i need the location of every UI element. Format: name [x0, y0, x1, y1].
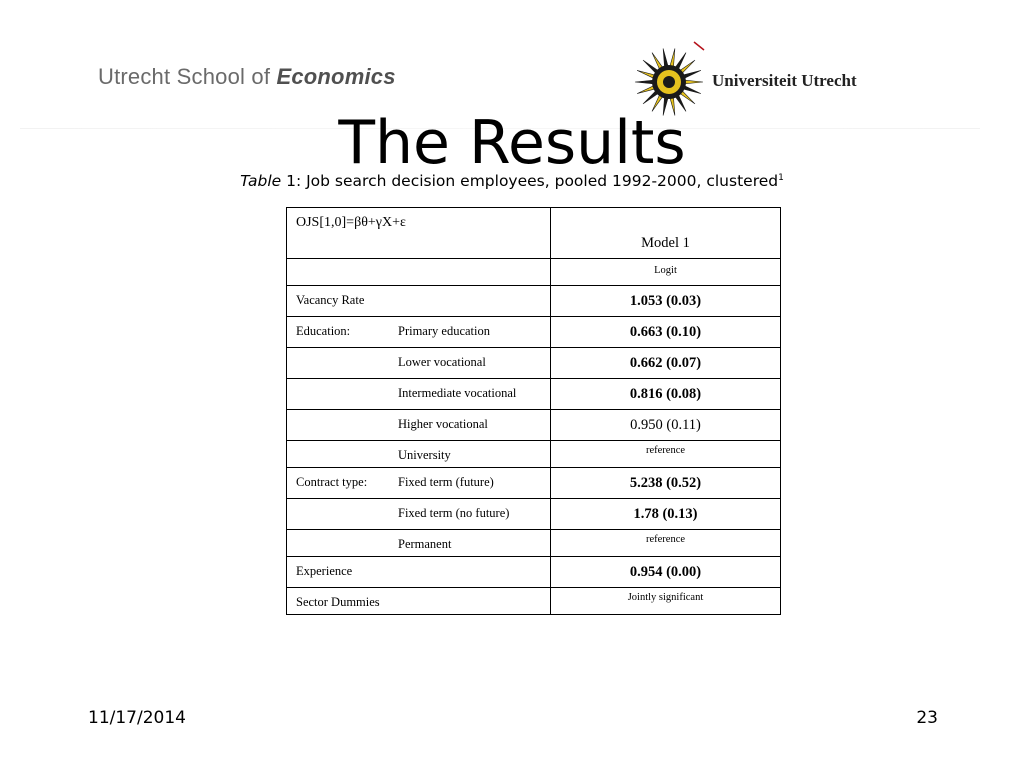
row-item-label: Intermediate vocational	[398, 386, 517, 400]
caption-footnote-marker: 1	[778, 172, 784, 183]
model-name-cell	[551, 208, 781, 259]
row-value-cell	[551, 317, 781, 348]
row-group-label: Education:	[296, 324, 351, 338]
row-value-cell	[551, 530, 781, 557]
row-label-cell	[287, 410, 551, 441]
row-value-cell	[551, 441, 781, 468]
row-item-label: Lower vocational	[398, 355, 486, 369]
row-item-label: Primary education	[398, 324, 490, 338]
row-value: 0.663 (0.10)	[629, 323, 702, 340]
row-item-label: Fixed term (no future)	[398, 506, 510, 520]
table-row	[287, 348, 781, 379]
results-table	[286, 207, 781, 615]
table-row	[287, 499, 781, 530]
row-label-cell	[287, 379, 551, 410]
row-group-label: Vacancy Rate	[296, 293, 365, 307]
estimator-row	[287, 259, 781, 286]
utrecht-school-of-economics-logo	[98, 64, 396, 90]
row-group-label	[287, 421, 398, 428]
row-value-cell	[551, 557, 781, 588]
row-value: reference	[645, 445, 686, 456]
model-formula: OJS[1,0]=βθ+γX+ε	[296, 215, 406, 230]
table-row	[287, 379, 781, 410]
row-group-label	[287, 452, 398, 459]
row-group-label	[287, 359, 398, 366]
row-group-label: Contract type:	[296, 475, 368, 489]
row-label-cell	[287, 348, 551, 379]
estimator-cell	[551, 259, 781, 286]
row-group-label	[287, 510, 398, 517]
estimator-value: Logit	[654, 265, 677, 276]
row-value-cell	[551, 286, 781, 317]
universiteit-utrecht-wordmark: Universiteit Utrecht	[712, 71, 857, 90]
row-group-label: Sector Dummies	[296, 595, 380, 609]
caption-italic: Table	[240, 172, 282, 190]
row-label-cell	[287, 441, 551, 468]
table-row	[287, 410, 781, 441]
table-row	[287, 468, 781, 499]
row-label-cell	[287, 468, 551, 499]
row-group-label: Experience	[296, 564, 353, 578]
table-row	[287, 317, 781, 348]
model-name: Model 1	[641, 235, 690, 251]
logo-text-bold: Economics	[276, 64, 396, 89]
row-label-cell	[287, 557, 551, 588]
table-row	[287, 588, 781, 615]
row-value-cell	[551, 499, 781, 530]
row-item-label: Fixed term (future)	[398, 475, 494, 489]
row-item-label: Permanent	[398, 537, 452, 551]
row-value-cell	[551, 468, 781, 499]
row-label-cell	[287, 588, 551, 615]
row-value: Jointly significant	[627, 592, 704, 603]
row-value: reference	[645, 534, 686, 545]
footer-date: 11/17/2014	[88, 708, 186, 728]
table-row	[287, 441, 781, 468]
row-value: 5.238 (0.52)	[629, 474, 702, 491]
row-value: 1.78 (0.13)	[633, 505, 698, 522]
row-value: 1.053 (0.03)	[629, 292, 702, 309]
row-value-cell	[551, 379, 781, 410]
row-value: 0.816 (0.08)	[629, 385, 702, 402]
slide-title: The Results	[338, 108, 686, 178]
table-caption	[0, 172, 1024, 190]
row-value: 0.662 (0.07)	[629, 354, 702, 371]
estimator-label-cell	[287, 259, 551, 286]
model-formula-cell	[287, 208, 551, 259]
row-value-cell	[551, 410, 781, 441]
row-group-label	[287, 541, 398, 548]
table-header-row	[287, 208, 781, 259]
row-value: 0.950 (0.11)	[630, 416, 701, 433]
footer-page-number: 23	[916, 708, 938, 728]
logo-text-plain: Utrecht School of	[98, 64, 277, 89]
row-item-label: Higher vocational	[398, 417, 488, 431]
table-row	[287, 286, 781, 317]
table-row	[287, 557, 781, 588]
row-label-cell	[287, 286, 551, 317]
row-label-cell	[287, 317, 551, 348]
row-label-cell	[287, 499, 551, 530]
row-value-cell	[551, 348, 781, 379]
row-item-label: University	[398, 448, 451, 462]
caption-text: 1: Job search decision employees, pooled 1992-2000, clustered	[281, 172, 779, 190]
row-value-cell	[551, 588, 781, 615]
row-group-label	[287, 390, 398, 397]
table-row	[287, 530, 781, 557]
row-value: 0.954 (0.00)	[629, 563, 702, 580]
row-label-cell	[287, 530, 551, 557]
